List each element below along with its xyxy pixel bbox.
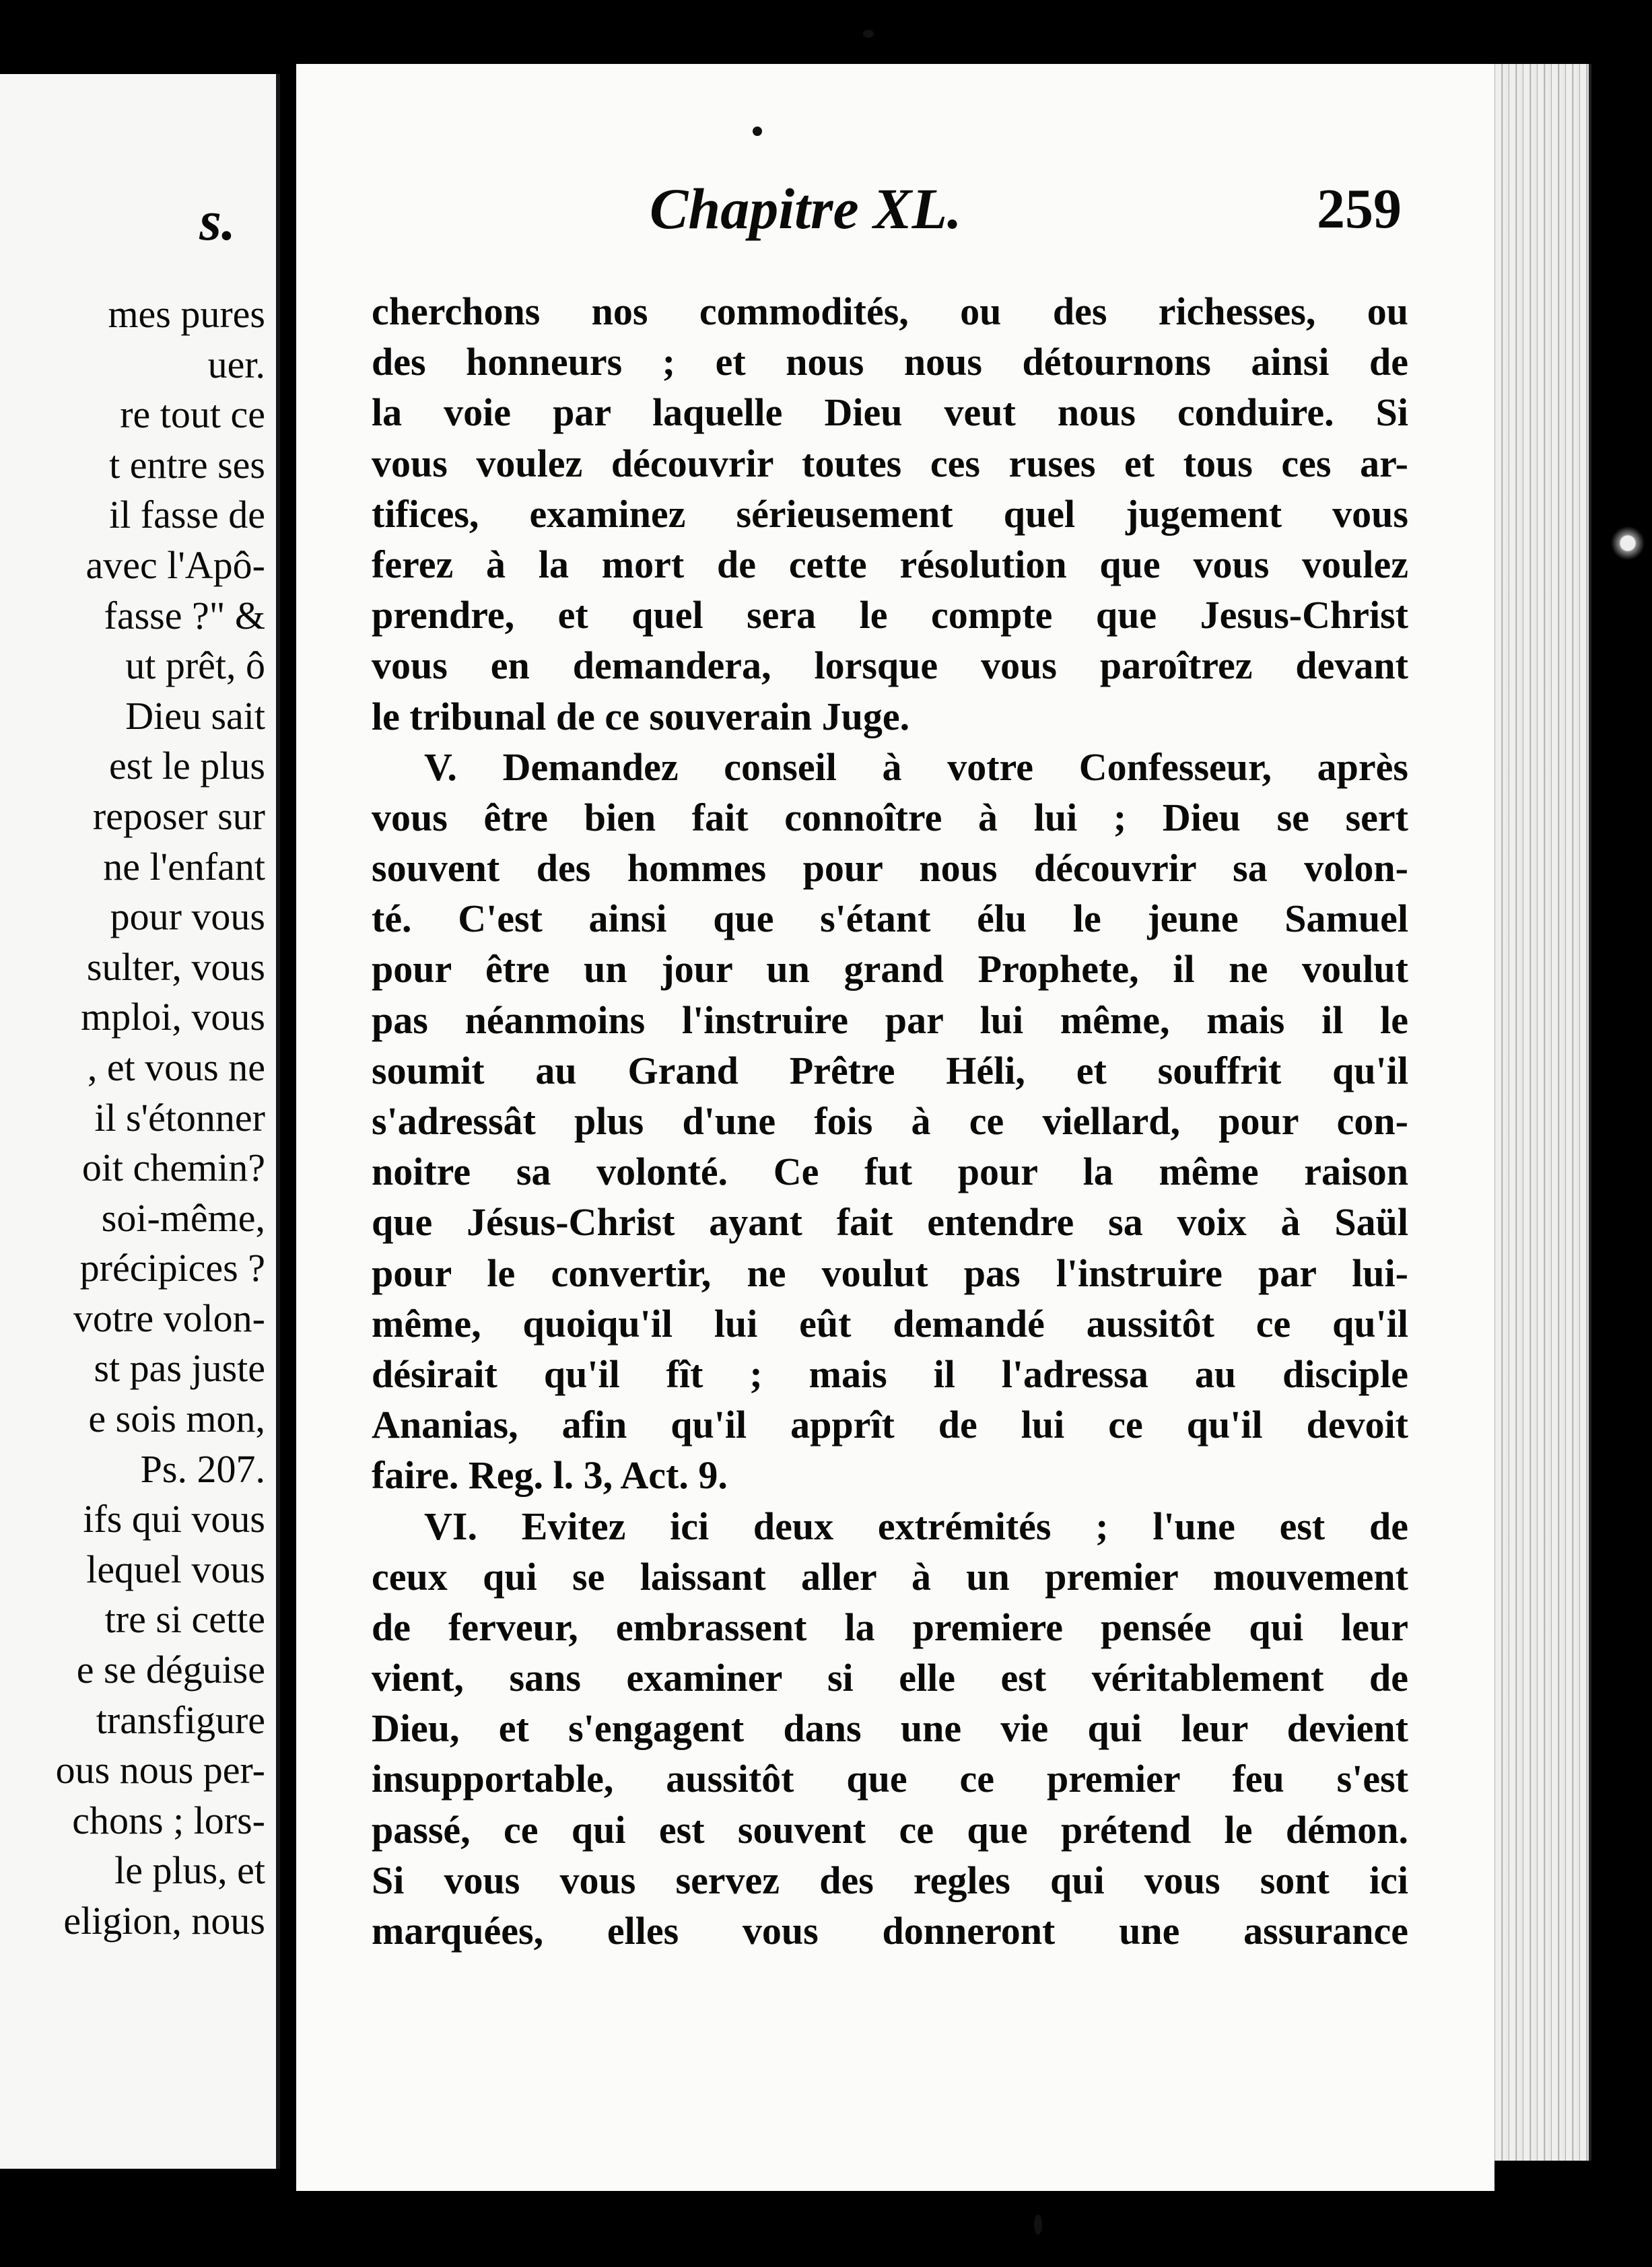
text-line: soi-même, — [101, 1195, 265, 1240]
text-line: mes pures — [108, 292, 265, 336]
left-page-running-head: s. — [199, 190, 236, 252]
text-line: VI. Evitez ici deux extrémités ; l'une est de — [424, 1504, 1408, 1548]
text-line: mploi, vous — [81, 995, 265, 1039]
text-line: faire. Reg. l. 3, Act. 9. — [372, 1453, 728, 1498]
text-line: reposer sur — [92, 794, 265, 838]
scan-blot — [1610, 526, 1645, 560]
text-line: chons ; lors- — [72, 1798, 265, 1842]
running-head — [296, 168, 1494, 249]
page-number: 259 — [1317, 178, 1402, 240]
book-page-edges — [1481, 64, 1591, 2161]
text-line: tifices, examinez sérieusement quel jugement vous — [372, 491, 1408, 536]
text-line: e se déguise — [76, 1648, 265, 1692]
text-line: st pas juste — [94, 1346, 265, 1391]
text-line: votre volon- — [73, 1296, 265, 1340]
text-line: souvent des hommes pour nous découvrir sa volon- — [372, 846, 1408, 891]
text-line: ne l'enfant — [103, 844, 265, 888]
text-line: il fasse de — [109, 493, 265, 537]
text-line: insupportable, aussitôt que ce premier feu s'est — [372, 1757, 1408, 1801]
text-line: Dieu, et s'engagent dans une vie qui leur devient — [372, 1706, 1408, 1751]
text-line: lequel vous — [86, 1547, 265, 1591]
text-line: ous nous per- — [55, 1748, 265, 1792]
text-line: transfigure — [96, 1698, 265, 1742]
text-line: pas néanmoins l'instruire par lui même, mais il le — [372, 998, 1408, 1042]
scan-speck — [1034, 2214, 1042, 2235]
text-line: précipices ? — [79, 1246, 265, 1290]
right-page — [296, 64, 1494, 2191]
page-body-text — [372, 286, 1408, 1956]
text-line: Dieu sait — [125, 693, 265, 738]
text-line: oit chemin? — [81, 1146, 265, 1190]
chapter-title: Chapitre XL. — [650, 176, 962, 241]
text-line: V. Demandez conseil à votre Confesseur, après — [424, 744, 1408, 789]
text-line: des honneurs ; et nous nous détournons ainsi de — [372, 340, 1408, 384]
text-line: avec l'Apô- — [85, 543, 265, 587]
text-line: est le plus — [109, 744, 265, 788]
text-line: ceux qui se laissant aller à un premier mouvement — [372, 1554, 1408, 1599]
text-line: t entre ses — [109, 442, 265, 487]
text-line: le plus, et — [114, 1848, 265, 1893]
text-line: Ps. 207. — [140, 1446, 265, 1491]
text-line: ferez à la mort de cette résolution que vous voulez — [372, 542, 1408, 586]
text-line: vient, sans examiner si elle est véritablement de — [372, 1656, 1408, 1700]
text-line: soumit au Grand Prêtre Héli, et souffrit qu'il — [372, 1048, 1408, 1092]
text-line: , et vous ne — [87, 1045, 265, 1089]
text-line: il s'étonner — [94, 1095, 265, 1140]
scan-speck — [863, 30, 874, 38]
text-line: uer. — [207, 342, 265, 386]
text-line: vous être bien fait connoître à lui ; Dieu se sert — [372, 795, 1408, 839]
text-line: passé, ce qui est souvent ce que prétend le démon. — [372, 1807, 1408, 1852]
text-line: le tribunal de ce souverain Juge. — [372, 694, 910, 738]
text-line: tre si cette — [104, 1597, 265, 1642]
text-line: té. C'est ainsi que s'étant élu le jeune Samuel — [372, 897, 1408, 941]
scan-speck — [753, 127, 762, 136]
text-line: sulter, vous — [86, 944, 265, 989]
left-page-text — [56, 289, 265, 1947]
text-line: s'adressât plus d'une fois à ce viellard, pour con- — [372, 1099, 1408, 1143]
text-line: que Jésus-Christ ayant fait entendre sa voix à Saül — [372, 1200, 1408, 1245]
text-line: ifs qui vous — [83, 1497, 265, 1541]
text-line: pour vous — [110, 895, 265, 939]
text-line: re tout ce — [120, 392, 265, 437]
text-line: vous voulez découvrir toutes ces ruses et tous ces ar- — [372, 441, 1408, 485]
text-line: e sois mon, — [88, 1397, 265, 1441]
text-line: cherchons nos commodités, ou des richesses, ou — [372, 289, 1408, 333]
text-line: noitre sa volonté. Ce fut pour la même raison — [372, 1150, 1408, 1194]
text-line: prendre, et quel sera le compte que Jesus-Christ — [372, 593, 1408, 637]
text-line: la voie par laquelle Dieu veut nous conduire. Si — [372, 390, 1408, 435]
text-line: pour être un jour un grand Prophete, il ne voulut — [372, 947, 1408, 991]
text-line: Si vous vous servez des regles qui vous sont ici — [372, 1858, 1408, 1902]
text-line: même, quoiqu'il lui eût demandé aussitôt ce qu'il — [372, 1301, 1408, 1346]
text-line: marquées, elles vous donneront une assurance — [372, 1909, 1408, 1953]
text-line: désirait qu'il fît ; mais il l'adressa au disciple — [372, 1352, 1408, 1396]
text-line: eligion, nous — [63, 1899, 265, 1943]
text-line: de ferveur, embrassent la premiere pensée qui leur — [372, 1605, 1408, 1649]
text-line: fasse ?" & — [104, 593, 265, 637]
left-page — [0, 74, 280, 2169]
text-line: ut prêt, ô — [125, 643, 265, 688]
text-line: Ananias, afin qu'il apprît de lui ce qu'il devoit — [372, 1403, 1408, 1447]
text-line: vous en demandera, lorsque vous paroîtrez devant — [372, 643, 1408, 688]
text-line: pour le convertir, ne voulut pas l'instruire par lui- — [372, 1251, 1408, 1295]
